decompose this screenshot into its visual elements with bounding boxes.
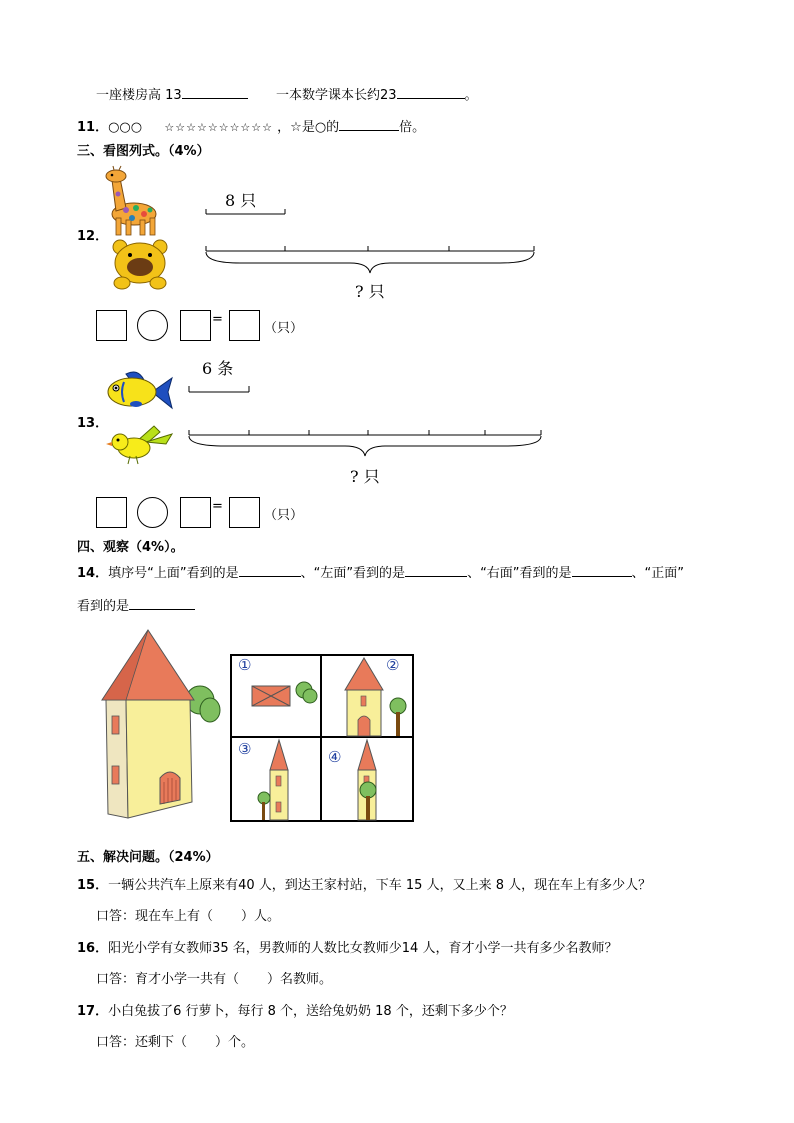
panel-label: ②	[386, 656, 400, 674]
question-number: 14．	[77, 566, 109, 581]
answer-box[interactable]	[96, 497, 127, 528]
line1-right	[276, 84, 478, 103]
line1-right-text: 一本数学课本长约23	[276, 88, 397, 103]
line1	[96, 84, 248, 103]
top-label: 8 只	[225, 191, 257, 210]
panel-label: ③	[238, 740, 252, 758]
question-number: 13．	[77, 416, 109, 431]
answer-blank[interactable]	[339, 117, 399, 131]
answer-box[interactable]	[180, 497, 211, 528]
answer-box[interactable]	[229, 310, 260, 341]
q14-text-c: 、“右面”看到的是	[467, 566, 572, 581]
end-punct: 。	[464, 88, 478, 103]
bird-icon	[106, 422, 176, 466]
section-4-title: 四、观察（4%）。	[77, 540, 184, 555]
bottom-label: ? 只	[350, 467, 380, 486]
bear-icon	[110, 239, 172, 291]
q11-text-before: ，☆是○的	[277, 120, 340, 135]
section-3-title: 三、看图列式。（4%）	[77, 144, 210, 159]
question-number: 15．	[77, 878, 109, 893]
answer-suffix: ）人。	[241, 909, 281, 924]
answer-suffix: ）名教师。	[267, 972, 333, 987]
question-17	[77, 1000, 513, 1019]
answer-blank[interactable]	[129, 596, 195, 610]
question-number: 16．	[77, 941, 109, 956]
answer-blank[interactable]	[239, 563, 301, 577]
operator-circle[interactable]	[137, 497, 168, 528]
stars-row: ☆☆☆☆☆☆☆☆☆☆	[164, 121, 274, 134]
question-number: 11．	[77, 120, 109, 135]
fish-icon	[104, 370, 174, 415]
q14-text-e: 看到的是	[77, 599, 130, 614]
question-11	[77, 116, 425, 135]
answer-line	[96, 1031, 254, 1050]
equals-sign: =	[212, 499, 223, 514]
question-text: 一辆公共汽车上原来有40 人，到达王家村站，下车 15 人，又上来 8 人，现在车上有多少人？	[108, 878, 652, 893]
question-16	[77, 937, 617, 956]
circles-row: ○○○	[108, 120, 143, 135]
answer-prefix: 口答：育才小学一共有（	[96, 972, 240, 987]
question-15	[77, 874, 651, 893]
view-panels	[230, 654, 414, 822]
answer-box[interactable]	[96, 310, 127, 341]
q11-text-after: 倍。	[399, 120, 426, 135]
line-segment-diagram	[185, 380, 545, 460]
answer-blank[interactable]	[182, 85, 248, 99]
giraffe-icon	[104, 166, 166, 236]
answer-blank[interactable]	[405, 563, 467, 577]
question-14-line2	[77, 595, 195, 614]
bottom-label: ? 只	[355, 282, 385, 301]
unit-label: （只）	[264, 508, 304, 523]
answer-blank[interactable]	[572, 563, 632, 577]
section-5-title: 五、解决问题。（24%）	[77, 850, 219, 865]
equals-sign: =	[212, 312, 223, 327]
line-segment-diagram	[200, 205, 540, 275]
question-number: 17．	[77, 1004, 109, 1019]
answer-box[interactable]	[180, 310, 211, 341]
operator-circle[interactable]	[137, 310, 168, 341]
question-text: 阳光小学有女教师35 名，男教师的人数比女教师少14 人，育才小学一共有多少名教师？	[108, 941, 618, 956]
question-text: 小白兔拔了6 行萝卜，每行 8 个，送给兔奶奶 18 个，还剩下多少个？	[108, 1004, 513, 1019]
panel-label: ①	[238, 656, 252, 674]
answer-prefix: 口答：还剩下（	[96, 1035, 188, 1050]
panel-label: ④	[328, 748, 342, 766]
answer-prefix: 口答：现在车上有（	[96, 909, 214, 924]
answer-blank[interactable]	[397, 85, 465, 99]
q14-text-a: 填序号“上面”看到的是	[108, 566, 239, 581]
top-label: 6 条	[202, 359, 234, 378]
answer-box[interactable]	[229, 497, 260, 528]
tower-house-illustration	[100, 628, 220, 820]
question-14	[77, 562, 684, 581]
answer-suffix: ）个。	[215, 1035, 255, 1050]
question-number: 12．	[77, 229, 109, 244]
unit-label: （只）	[264, 321, 304, 336]
q14-text-b: 、“左面”看到的是	[300, 566, 406, 581]
q14-text-d: 、“正面”	[631, 566, 685, 581]
line1-left-text: 一座楼房高 13	[96, 88, 182, 103]
answer-line	[96, 905, 280, 924]
answer-line	[96, 968, 332, 987]
